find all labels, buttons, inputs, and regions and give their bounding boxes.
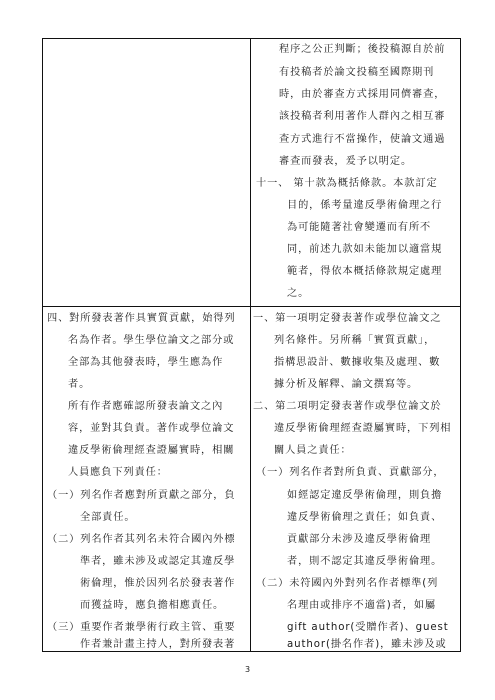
text-line: 違反學術倫理經查證屬實時，相關 — [68, 445, 235, 456]
text-line: gift author(受贈作者)、guest — [287, 622, 449, 633]
text-line: 違反學術倫理之責任；如負責、 — [287, 512, 443, 523]
text-line: 二、第二項明定發表著作或學位論文於 — [253, 401, 442, 412]
text-line: 貢獻部分未涉及違反學術倫理 — [287, 534, 432, 545]
text-line: author(掛名作者)，雖未涉及或 — [287, 639, 447, 650]
text-line: 關人員之責任： — [274, 445, 352, 456]
text-line: 十一、 第十款為概括條款。本款訂定 — [256, 178, 438, 189]
text-line: 為可能隨著社會變遷而有所不 — [287, 222, 432, 233]
column-divider — [250, 39, 251, 651]
text-line: 如經認定違反學術倫理，則負擔 — [287, 490, 443, 501]
text-line: 範者，得依本概括條款規定處理 — [287, 266, 443, 277]
text-line: （一）列名作者應對所貢獻之部分，負 — [47, 490, 236, 501]
text-line: 準者，雖未涉及或認定其違反學 — [80, 556, 236, 567]
text-line: 者，則不認定其違反學術倫理。 — [287, 556, 443, 567]
text-line: （二）列名作者其列名未符合國內外標 — [47, 534, 236, 545]
text-line: 所有作者應確認所發表論文之內 — [68, 401, 224, 412]
text-line: 該投稿者利用著作人群內之相互審 — [279, 111, 446, 122]
text-line: 容，並對其負責。著作或學位論文 — [68, 423, 235, 434]
page-number: 3 — [244, 665, 251, 674]
text-line: 有投稿者於論文投稿至國際期刊 — [279, 67, 435, 78]
row-divider — [43, 306, 460, 307]
text-line: 同，前述九款如未能加以適當規 — [287, 244, 443, 255]
text-line: 全部為其他發表時，學生應為作 — [68, 357, 224, 368]
text-line: 據分析及解釋、論文撰寫等。 — [274, 379, 419, 390]
text-line: 四、對所發表著作具實質貢獻，始得列 — [47, 313, 236, 324]
text-line: 審查而發表，爰予以明定。 — [279, 156, 413, 167]
text-line: （一）列名作者對所負責、貢獻部分， — [256, 467, 445, 478]
text-line: 術倫理，惟於因列名於發表著作 — [80, 578, 236, 589]
text-line: 人員應負下列責任： — [68, 467, 168, 478]
text-line: 時，由於審查方式採用同儕審查， — [279, 89, 446, 100]
text-line: 作者兼計畫主持人，對所發表著 — [80, 639, 236, 650]
text-line: 而獲益時，應負擔相應責任。 — [80, 600, 225, 611]
text-line: 之。 — [287, 288, 310, 299]
text-line: 違反學術倫理經查證屬實時，下列相 — [274, 423, 452, 434]
text-line: 一、第一項明定發表著作或學位論文之 — [253, 313, 442, 324]
text-line: 程序之公正判斷；後投稿源自於前 — [279, 44, 446, 55]
text-line: （二）未符國內外對列名作者標準(列 — [256, 578, 439, 589]
text-line: 全部責任。 — [80, 512, 136, 523]
text-line: 目的，係考量違反學術倫理之行 — [287, 200, 443, 211]
text-line: 名為作者。學生學位論文之部分或 — [68, 335, 235, 346]
text-line: 者。 — [68, 379, 91, 390]
text-line: 查方式進行不當操作，使論文通過 — [279, 134, 446, 145]
text-line: 指構思設計、數據收集及處理、數 — [274, 357, 441, 368]
text-line: 列名條件。另所稱「實質貢獻」， — [274, 335, 436, 346]
text-line: （三）重要作者兼學術行政主管、重要 — [47, 622, 236, 633]
text-line: 名理由或排序不適當)者，如屬 — [287, 600, 437, 611]
